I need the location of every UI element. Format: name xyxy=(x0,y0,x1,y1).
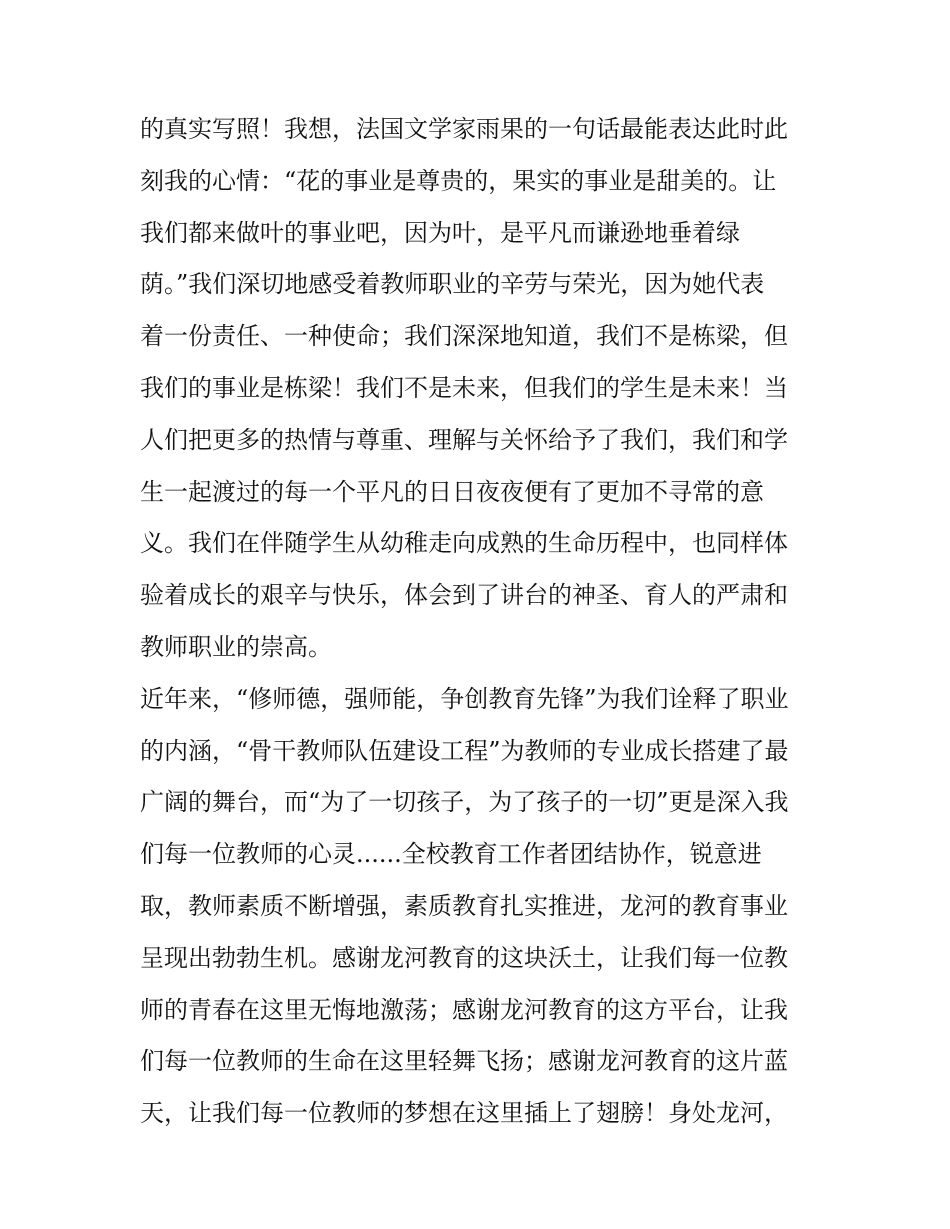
text-line: 近年来，“修师德，强师能，争创教育先锋”为我们诠释了职业 xyxy=(140,684,789,713)
text-line: 的内涵，“骨干教师队伍建设工程”为教师的专业成长搭建了最 xyxy=(140,736,789,765)
text-line: 刻我的心情：“花的事业是尊贵的，果实的事业是甜美的。让 xyxy=(140,166,777,195)
text-line: 呈现出勃勃生机。感谢龙河教育的这块沃土，让我们每一位教 xyxy=(140,943,788,972)
text-line: 我们的事业是栋梁！我们不是未来，但我们的学生是未来！当 xyxy=(140,373,788,402)
text-line: 人们把更多的热情与尊重、理解与关怀给予了我们，我们和学 xyxy=(140,425,788,454)
text-line: 教师职业的崇高。 xyxy=(140,632,332,661)
text-line: 验着成长的艰辛与快乐，体会到了讲台的神圣、育人的严肃和 xyxy=(140,581,788,610)
text-line: 荫。”我们深切地感受着教师职业的辛劳与荣光，因为她代表 xyxy=(140,270,765,299)
text-line: 取，教师素质不断增强，素质教育扎实推进，龙河的教育事业 xyxy=(140,891,788,920)
text-line: 师的青春在这里无悔地激荡；感谢龙河教育的这方平台，让我 xyxy=(140,995,788,1024)
text-line: 我们都来做叶的事业吧，因为叶，是平凡而谦逊地垂着绿 xyxy=(140,218,740,247)
text-line: 着一份责任、一种使命；我们深深地知道，我们不是栋梁，但 xyxy=(140,322,788,351)
text-line: 生一起渡过的每一个平凡的日日夜夜便有了更加不寻常的意 xyxy=(140,477,764,506)
text-line: 天，让我们每一位教师的梦想在这里插上了翅膀！身处龙河， xyxy=(140,1099,788,1128)
text-line: 义。我们在伴随学生从幼稚走向成熟的生命历程中，也同样体 xyxy=(140,529,788,558)
text-line: 广阔的舞台，而“为了一切孩子，为了孩子的一切”更是深入我 xyxy=(140,788,789,817)
text-line: 们每一位教师的生命在这里轻舞飞扬；感谢龙河教育的这片蓝 xyxy=(140,1047,788,1076)
text-line: 们每一位教师的心灵......全校教育工作者团结协作，锐意进 xyxy=(140,840,762,869)
body-text xyxy=(140,104,816,1140)
text-line: 的真实写照！我想，法国文学家雨果的一句话最能表达此时此 xyxy=(140,115,788,143)
